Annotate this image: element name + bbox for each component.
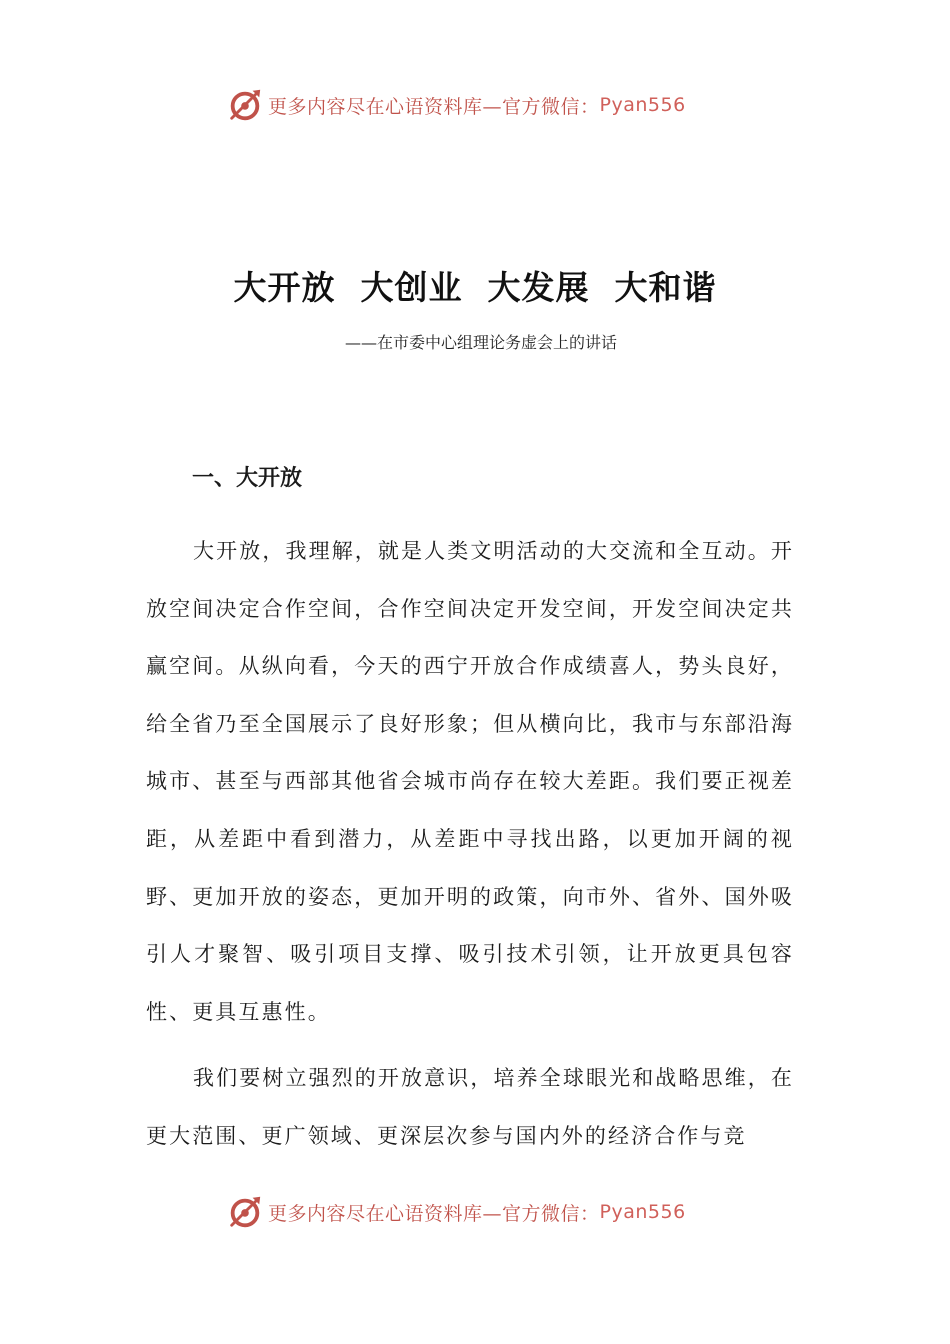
document-body	[146, 523, 794, 1166]
paragraph: 我们要树立强烈的开放意识，培养全球眼光和战略思维，在更大范围、更广领域、更深层次参与国内外的经济合作与竞	[146, 1066, 794, 1148]
footer-banner	[226, 1192, 746, 1232]
document-subtitle: ——在市委中心组理论务虚会上的讲话	[345, 333, 618, 352]
banner-text: 更多内容尽在心语资料库—官方微信：	[268, 1202, 600, 1225]
paragraph: 大开放，我理解，就是人类文明活动的大交流和全互动。开放空间决定合作空间，合作空间决定开发空间，开发空间决定共赢空间。从纵向看，今天的西宁开放合作成绩喜人，势头良好，给全省乃至全国展示了良好形象；但从横向比，我市与东部沿海城市、甚至与西部其他省会城市尚存在较大差距。我们要正视差距，从差距中看到潜力，从差距中寻找出路，以更加开阔的视野、更加开放的姿态，更加开明的政策，向市外、省外、国外吸引人才聚智、吸引项目支撑、吸引技术引领，让开放更具包容性、更具互惠性。	[146, 539, 794, 1024]
section-heading: 一、大开放	[192, 466, 303, 491]
wechat-id: Pyan556	[599, 1201, 686, 1223]
logo-icon	[226, 1193, 264, 1231]
banner-text: 更多内容尽在心语资料库—官方微信：	[268, 95, 600, 118]
document-title: 大开放 大创业 大发展 大和谐	[233, 268, 717, 307]
wechat-id: Pyan556	[599, 94, 686, 116]
header-banner	[226, 85, 746, 125]
logo-icon	[226, 86, 264, 124]
